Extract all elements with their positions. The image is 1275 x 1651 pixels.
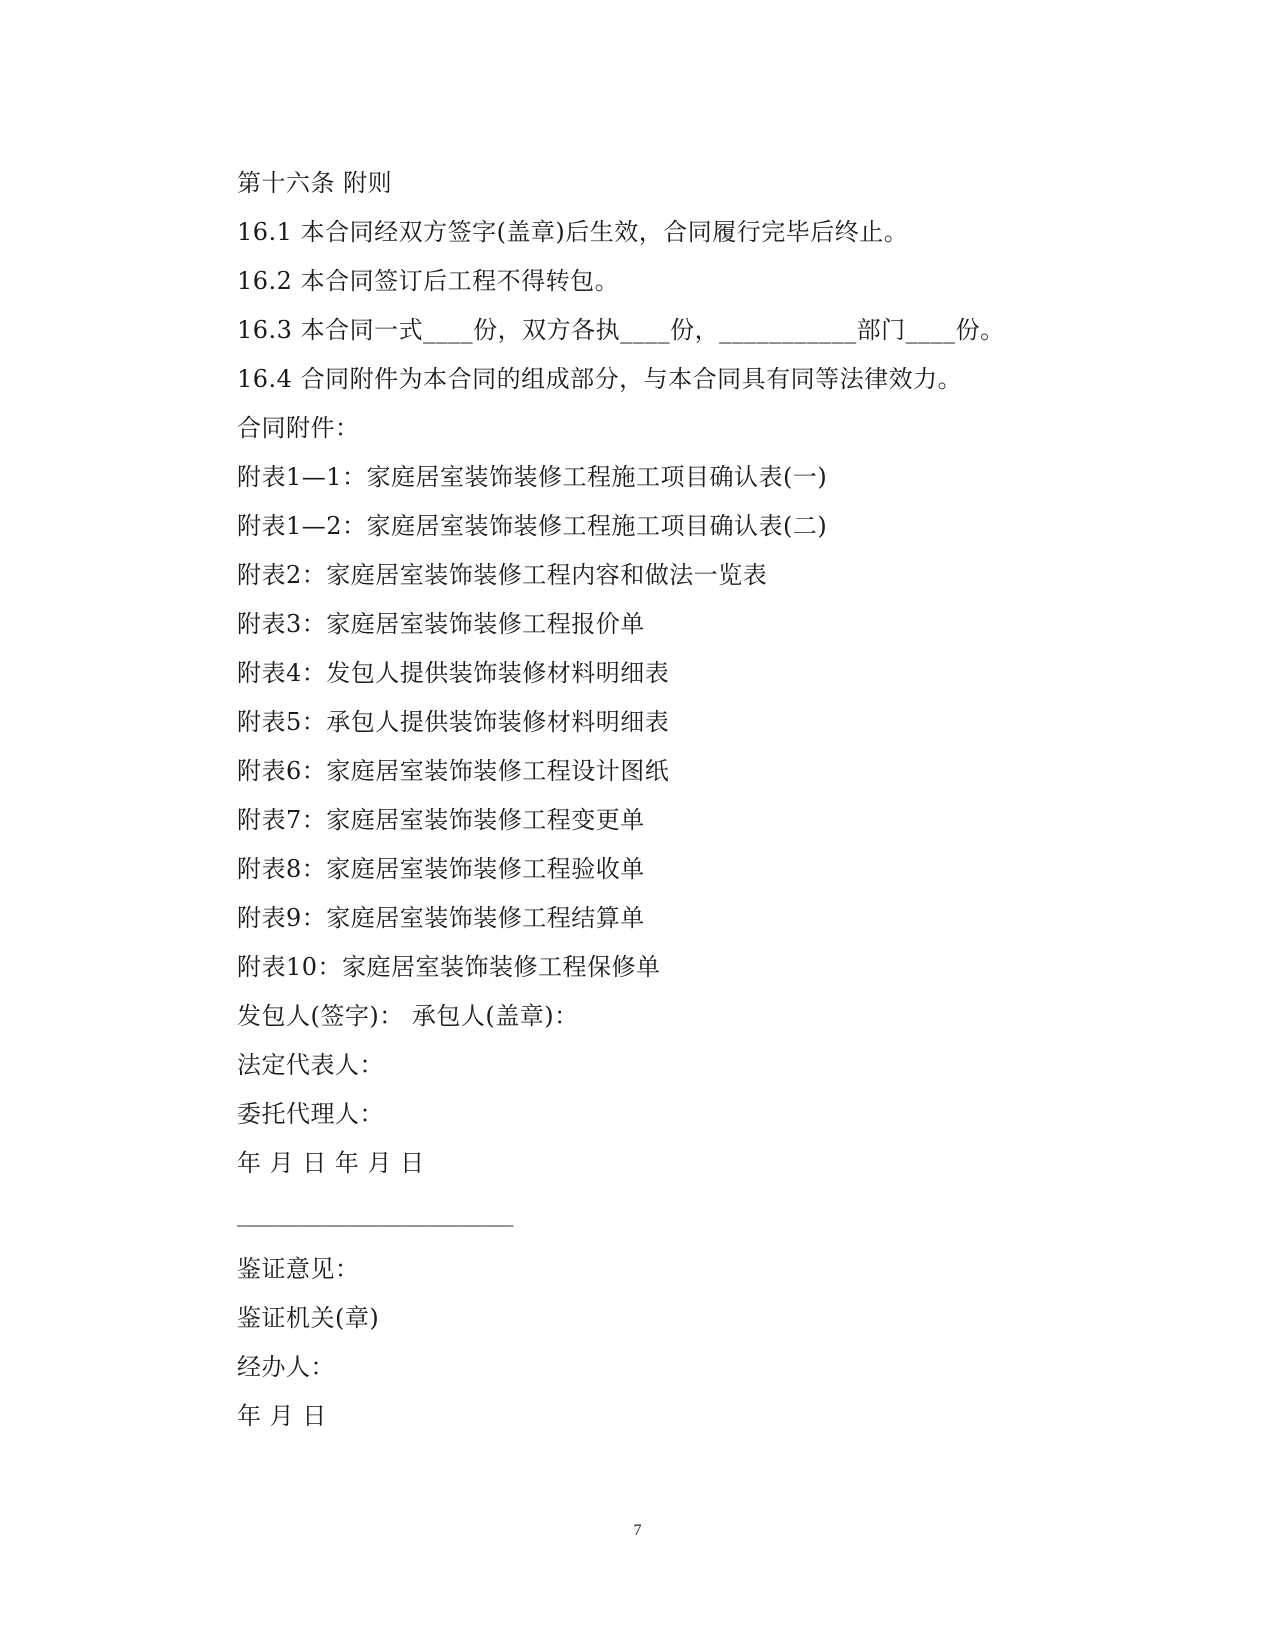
attachment-item: 附表10：家庭居室装饰装修工程保修单	[237, 953, 661, 981]
attachment-item: 附表2：家庭居室装饰装修工程内容和做法一览表	[237, 561, 768, 589]
attachment-item: 附表7：家庭居室装饰装修工程变更单	[237, 806, 645, 834]
attestation-opinion: 鉴证意见：	[237, 1255, 360, 1283]
clause-16-2: 16.2 本合同签订后工程不得转包。	[237, 267, 620, 295]
attestation-date: 年 月 日	[237, 1402, 327, 1430]
attachment-item: 附表3：家庭居室装饰装修工程报价单	[237, 610, 645, 638]
attachment-item: 附表4：发包人提供装饰装修材料明细表	[237, 659, 670, 687]
clause-16-4: 16.4 合同附件为本合同的组成部分，与本合同具有同等法律效力。	[237, 365, 963, 393]
document-body	[237, 159, 1057, 1441]
legal-representative: 法定代表人：	[237, 1051, 384, 1079]
signature-parties: 发包人(签字)： 承包人(盖章)：	[237, 1002, 579, 1030]
attachments-heading: 合同附件：	[237, 414, 360, 442]
attachment-item: 附表8：家庭居室装饰装修工程验收单	[237, 855, 645, 883]
clause-16-3: 16.3 本合同一式____份，双方各执____份，___________部门____份。	[237, 316, 1005, 344]
attachment-item: 附表9：家庭居室装饰装修工程结算单	[237, 904, 645, 932]
authorized-agent: 委托代理人：	[237, 1100, 384, 1128]
attestation-authority: 鉴证机关(章)	[237, 1304, 380, 1332]
separator-line: ________________________	[237, 1199, 513, 1227]
section-heading: 第十六条 附则	[237, 169, 393, 197]
handler: 经办人：	[237, 1353, 335, 1381]
page-number: 7	[633, 1522, 642, 1539]
attachment-item: 附表6：家庭居室装饰装修工程设计图纸	[237, 757, 670, 785]
attachment-item: 附表1—2：家庭居室装饰装修工程施工项目确认表(二)	[237, 512, 828, 540]
signature-dates: 年 月 日 年 月 日	[237, 1149, 425, 1177]
attachment-item: 附表1—1：家庭居室装饰装修工程施工项目确认表(一)	[237, 463, 828, 491]
attachment-item: 附表5：承包人提供装饰装修材料明细表	[237, 708, 670, 736]
clause-16-1: 16.1 本合同经双方签字(盖章)后生效，合同履行完毕后终止。	[237, 218, 909, 246]
